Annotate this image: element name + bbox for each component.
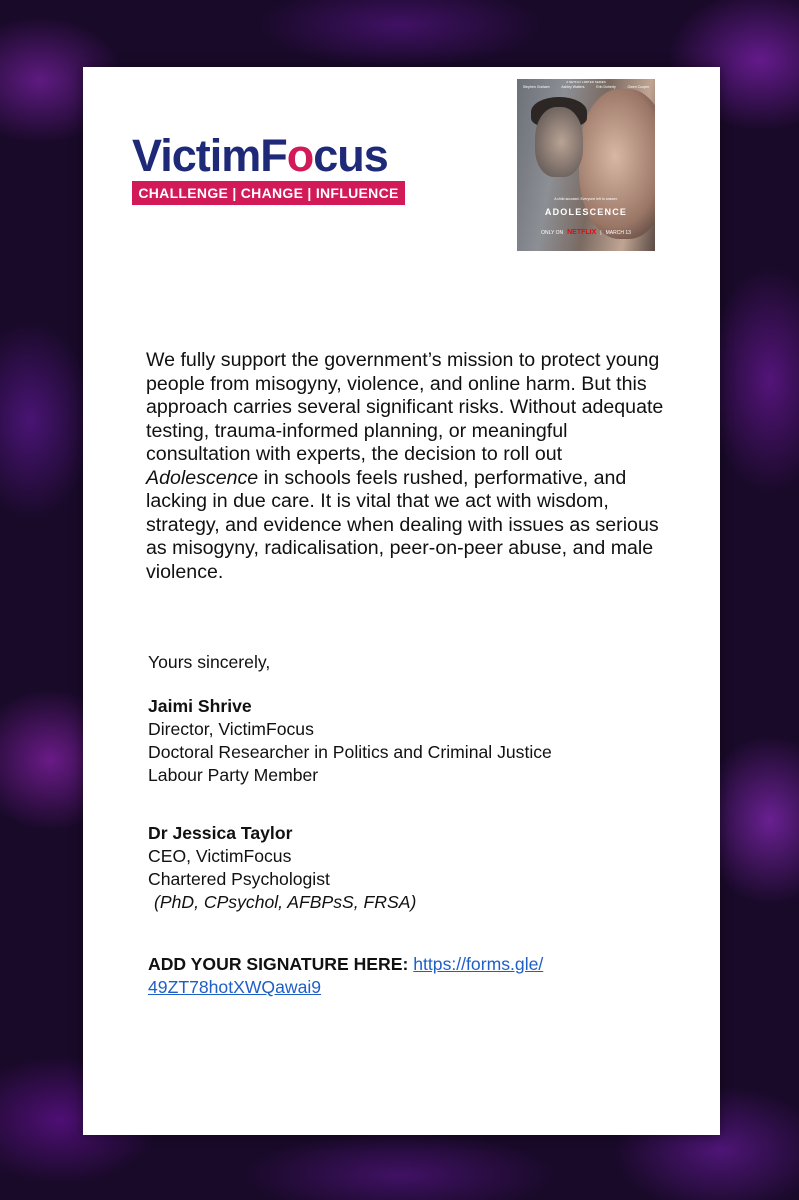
poster-credit: Erin Doherty xyxy=(596,85,616,89)
poster-title: ADOLESCENCE xyxy=(544,207,628,217)
netflix-logo: NETFLIX xyxy=(567,229,597,236)
signatory-1-name: Jaimi Shrive xyxy=(148,696,252,716)
poster-only-on: ONLY ON xyxy=(541,229,564,236)
poster-credit: Stephen Graham xyxy=(522,85,550,89)
logo-tagline: CHALLENGE | CHANGE | INFLUENCE xyxy=(132,181,405,205)
signatory-1-role: Doctoral Researcher in Politics and Criminal Justice xyxy=(148,742,552,762)
poster-credit: Owen Cooper xyxy=(627,85,650,89)
signatory-1-affiliation: Labour Party Member xyxy=(148,765,319,785)
poster-boy-face xyxy=(535,107,583,177)
signatory-2-credentials: (PhD, CPsychol, AFBPsS, FRSA) xyxy=(154,892,417,912)
poster-footer xyxy=(517,229,655,236)
signatory-1 xyxy=(148,695,552,787)
letter-page xyxy=(83,67,720,1135)
signature-call-to-action xyxy=(148,953,648,999)
logo-wordmark: VictimFocus xyxy=(132,130,388,181)
adolescence-poster-image xyxy=(517,79,655,251)
cta-label: ADD YOUR SIGNATURE HERE: xyxy=(148,954,409,974)
poster-credits xyxy=(517,85,655,89)
signatory-2-title: CEO, VictimFocus xyxy=(148,846,292,866)
poster-divider: | xyxy=(600,229,602,236)
poster-topline: A NETFLIX LIMITED SERIES xyxy=(566,80,606,84)
signature-form-link[interactable]: https://forms.gle/ 49ZT78hotXWQawai9 xyxy=(148,954,544,997)
signatory-2-name: Dr Jessica Taylor xyxy=(148,823,293,843)
poster-tagline: A child accused. Everyone left to answer. xyxy=(554,197,618,201)
letter-body-paragraph: We fully support the government’s mission to protect young people from misogyny, violence, and online harm. But this approach carries several significant risks. Without adequate testing, trauma-informed planning, or meaningful consultation with experts, the decision to roll out Adolescence in schools feels rushed, performative, and lacking in due care. It is vital that we act with wisdom, strategy, and evidence when dealing with issues as serious as misogyny, radicalisation, peer-on-peer abuse, and male violence. xyxy=(146,349,664,583)
signatory-2 xyxy=(148,822,416,914)
signatory-1-title: Director, VictimFocus xyxy=(148,719,314,739)
signatory-2-role: Chartered Psychologist xyxy=(148,869,330,889)
show-title-italic: Adolescence xyxy=(146,466,259,489)
poster-credit: Ashley Walters xyxy=(561,85,585,89)
poster-date: MARCH 13 xyxy=(605,229,631,236)
victimfocus-logo xyxy=(132,130,407,205)
sign-off: Yours sincerely, xyxy=(148,652,271,672)
